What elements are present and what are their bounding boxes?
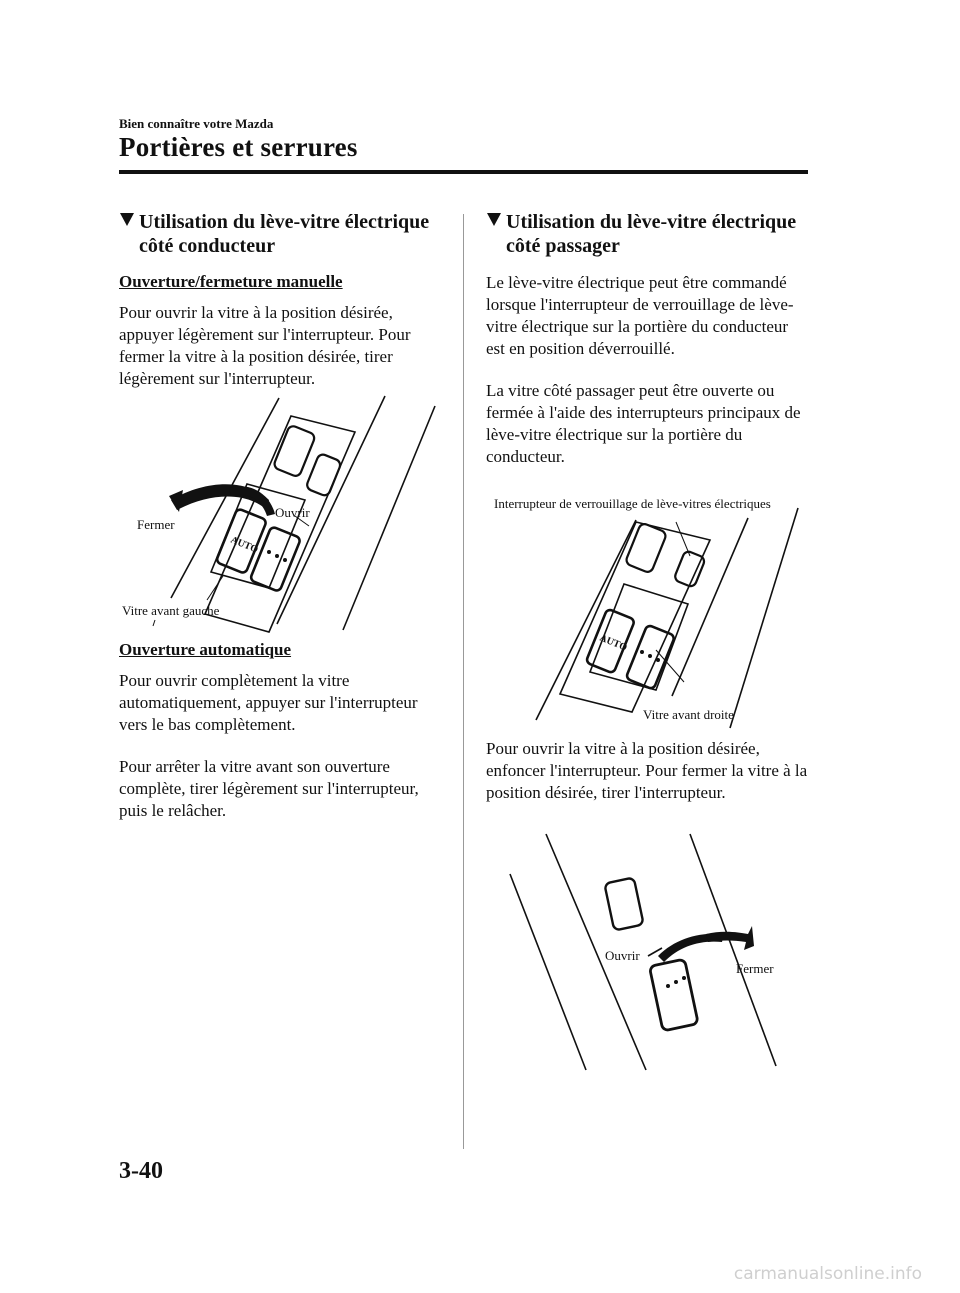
caption-fermer-left: Fermer: [137, 517, 175, 532]
auto-label: AUTO: [228, 534, 260, 556]
chapter-kicker: Bien connaître votre Mazda: [119, 116, 274, 131]
section-heading-passenger: [486, 210, 808, 258]
caption-ouvrir-right: Ouvrir: [605, 948, 640, 963]
caption-vitre-avant-gauche: Vitre avant gauche: [122, 603, 220, 618]
caption-vitre-avant-droite: Vitre avant droite: [643, 707, 734, 722]
right-column-lower: [486, 730, 808, 804]
section-heading-passenger-text: Utilisation du lève-vitre électrique côté passager: [506, 211, 797, 257]
paragraph-passenger-open-close: Pour ouvrir la vitre à la position désirée, enfoncer l'interrupteur. Pour fermer la vitre à la position désirée, tirer l'interrupteur.: [486, 739, 808, 802]
caption-ouvrir-left: Ouvrir: [275, 505, 310, 520]
caption-fermer-right: Fermer: [736, 961, 774, 976]
caption-interrupteur-verrouillage: Interrupteur de verrouillage de lève-vitres électriques: [494, 496, 771, 511]
subheading-auto: Ouverture automatique: [119, 640, 292, 659]
left-column-lower: [119, 640, 449, 822]
column-divider: [463, 214, 464, 1149]
auto-label-2: AUTO: [597, 632, 629, 654]
figure-passenger-main-switch: [486, 500, 806, 730]
paragraph-auto: Pour ouvrir complètement la vitre automatiquement, appuyer sur l'interrupteur vers le bas complètement.: [119, 671, 418, 734]
paragraph-manual: Pour ouvrir la vitre à la position désirée, appuyer légèrement sur l'interrupteur. Pour fermer la vitre à la position désirée, tirer légèrement sur l'interrupteur.: [119, 303, 411, 388]
page-title: Portières et serrures: [119, 132, 358, 162]
paragraph-stop: Pour arrêter la vitre avant son ouverture complète, tirer légèrement sur l'interrupteur, puis le relâcher.: [119, 757, 419, 820]
right-column: [486, 210, 808, 468]
watermark: carmanualsonline.info: [733, 1264, 922, 1284]
section-heading-driver-text: Utilisation du lève-vitre électrique côté conducteur: [139, 211, 430, 257]
title-rule: [119, 170, 808, 174]
figure-passenger-switch: [486, 830, 806, 1080]
subheading-manual: Ouverture/fermeture manuelle: [119, 272, 343, 291]
paragraph-main-switches: La vitre côté passager peut être ouverte ou fermée à l'aide des interrupteurs principaux de lève-vitre électrique sur la portière du conducteur.: [486, 381, 801, 466]
left-column: [119, 210, 449, 390]
triangle-down-icon: [486, 210, 506, 258]
page-number: 3-40: [119, 1158, 163, 1184]
triangle-down-icon: [119, 210, 139, 258]
paragraph-lock: Le lève-vitre électrique peut être commandé lorsque l'interrupteur de verrouillage de lève-vitre électrique sur la portière du conducteur est en position déverrouillé.: [486, 273, 794, 358]
section-heading-driver: [119, 210, 449, 258]
